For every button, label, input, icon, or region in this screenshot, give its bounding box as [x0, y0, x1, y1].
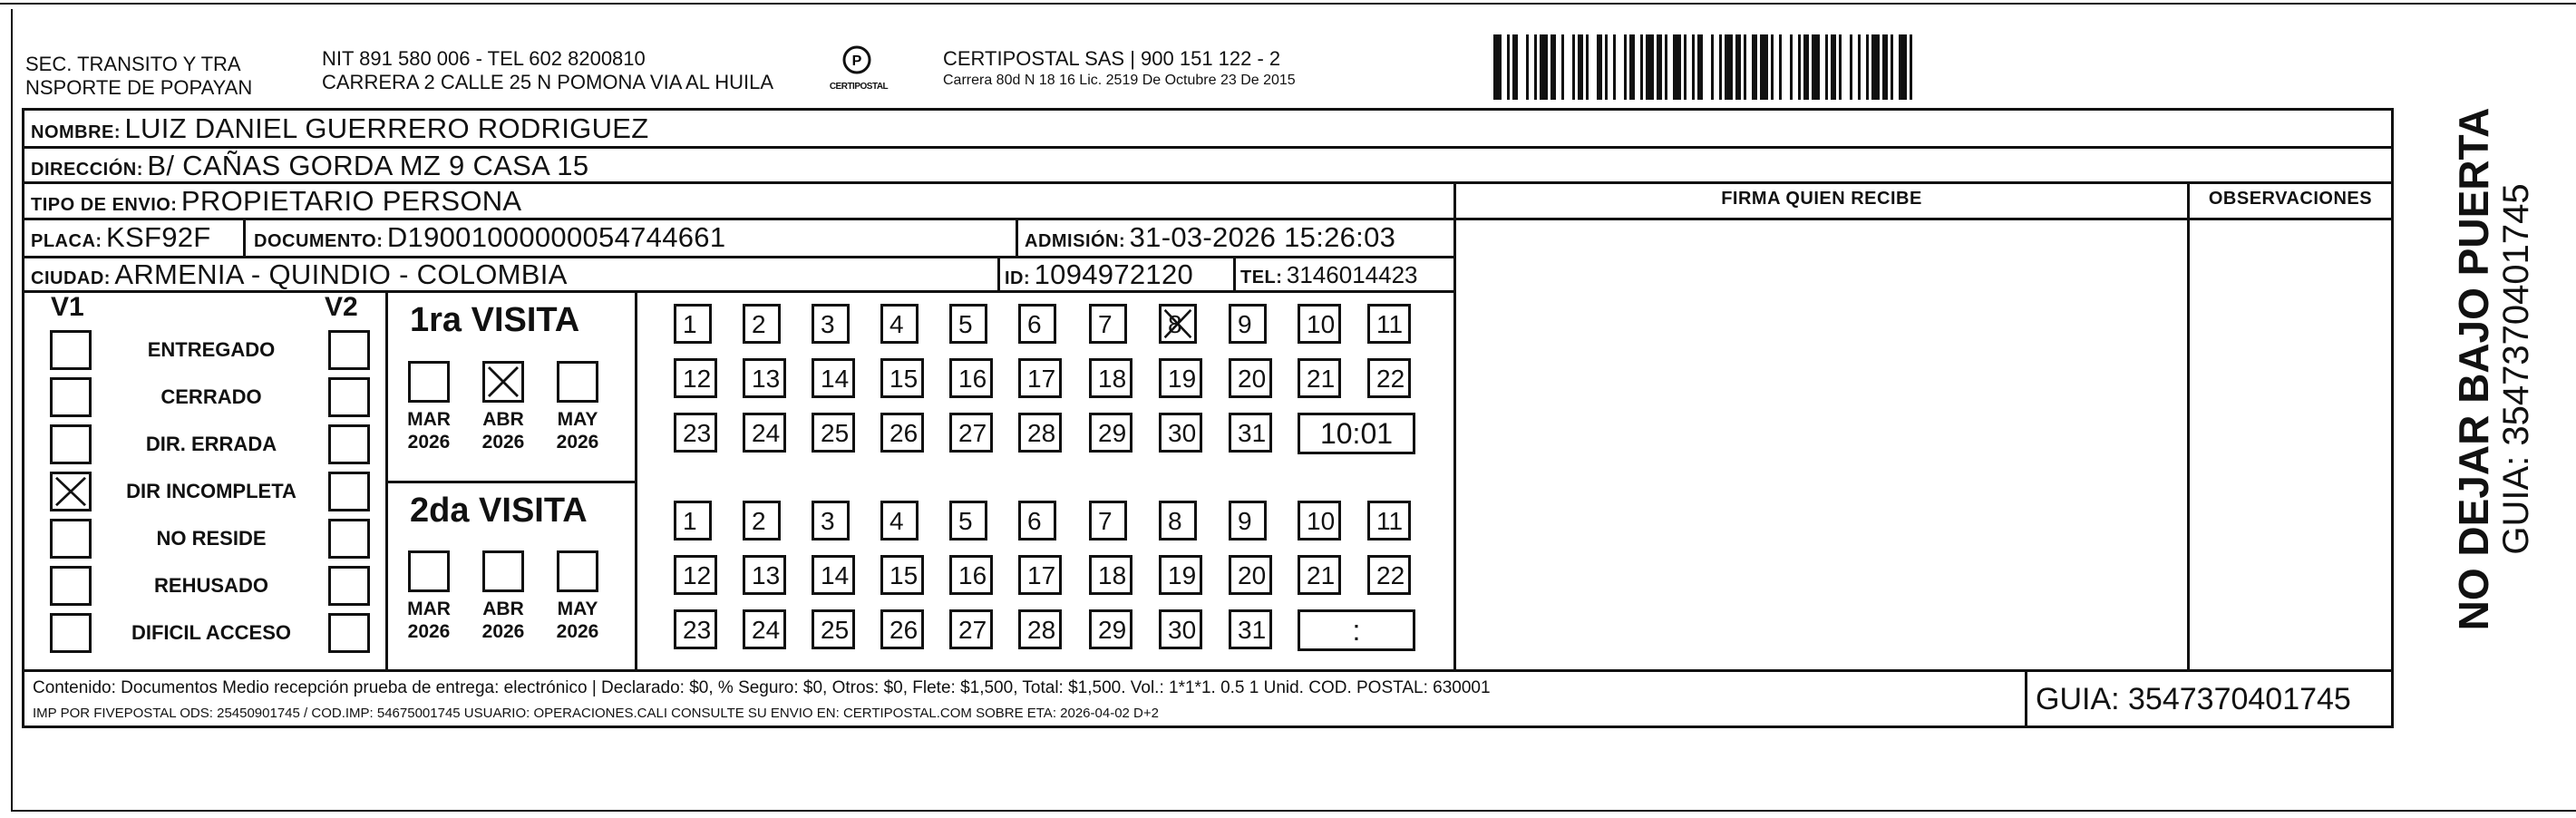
day-box[interactable]: [1018, 501, 1056, 540]
entity-line1: SEC. TRANSITO Y TRA: [25, 53, 241, 75]
day-box[interactable]: [1159, 304, 1197, 344]
day-number: 27: [958, 419, 987, 447]
month-year: 2026: [556, 432, 599, 453]
time-box[interactable]: 10:01: [1298, 413, 1415, 454]
day-number: 10: [1307, 310, 1336, 338]
day-box[interactable]: [812, 304, 850, 344]
day-box[interactable]: [1367, 501, 1411, 540]
license-line: Carrera 80d N 18 16 Lic. 2519 De Octubre 23 De 2015: [943, 73, 1296, 88]
day-box[interactable]: [1159, 358, 1202, 398]
name-row: [31, 112, 648, 145]
type-label: TIPO DE ENVIO:: [31, 195, 178, 215]
month-checkbox[interactable]: [408, 361, 450, 403]
day-box[interactable]: [1089, 501, 1127, 540]
day-box[interactable]: [949, 501, 987, 540]
day-box[interactable]: [1229, 501, 1267, 540]
day-number: 20: [1238, 365, 1267, 393]
day-number: 22: [1376, 561, 1405, 589]
day-box[interactable]: [1229, 304, 1267, 344]
day-number: 1: [683, 310, 697, 338]
day-number: 23: [683, 616, 712, 644]
barcode: [1492, 34, 2217, 100]
day-number: 13: [752, 561, 781, 589]
day-box[interactable]: [674, 358, 717, 398]
day-number: 19: [1168, 561, 1197, 589]
day-number: 15: [889, 365, 919, 393]
day-number: 28: [1027, 616, 1056, 644]
day-box[interactable]: [1159, 501, 1197, 540]
content-line: Contenido: Documentos Medio recepción prueba de entrega: electrónico | Declarado: $0, % Seguro: $0, Otros: $0, Flete: $1,500, Total: $1,500. Vol.: 1*1*1. 0.5 1 Unid. COD. POSTAL: 630001: [33, 678, 1491, 697]
day-number: 2: [752, 310, 766, 338]
month-checkbox[interactable]: [482, 550, 524, 592]
day-box[interactable]: [1089, 555, 1132, 595]
side-warning: NO DEJAR BAJO PUERTA: [2450, 107, 2497, 631]
v1-checkbox[interactable]: [50, 377, 92, 417]
day-box[interactable]: [1159, 555, 1202, 595]
v2-checkbox[interactable]: [328, 566, 370, 606]
day-number: 31: [1238, 419, 1267, 447]
address-row: [31, 150, 588, 182]
x-mark-icon: [53, 474, 89, 509]
day-number: 24: [752, 419, 781, 447]
city-cell: [31, 258, 568, 291]
svg-text:P: P: [851, 54, 862, 69]
type-row: [31, 185, 521, 218]
day-number: 13: [752, 365, 781, 393]
month-name: MAR: [407, 599, 451, 619]
address-label: DIRECCIÓN:: [31, 160, 143, 180]
day-number: 27: [958, 616, 987, 644]
day-number: 14: [821, 365, 850, 393]
day-box[interactable]: [1018, 358, 1062, 398]
day-box[interactable]: [812, 555, 855, 595]
day-number: 26: [889, 419, 919, 447]
company-info: [943, 47, 1451, 91]
day-number: 9: [1238, 507, 1252, 535]
document-cell: [254, 221, 725, 254]
tel-cell: [1240, 261, 1418, 289]
day-number: 2: [752, 507, 766, 535]
v1-label: V1: [51, 292, 84, 322]
x-mark-icon: [485, 364, 521, 400]
name-value: LUIZ DANIEL GUERRERO RODRIGUEZ: [124, 112, 649, 144]
day-box[interactable]: [1229, 609, 1272, 649]
day-box[interactable]: [812, 413, 855, 453]
footer-guia: GUIA: 3547370401745: [2036, 682, 2351, 716]
id-label: ID:: [1005, 268, 1031, 288]
day-box[interactable]: [743, 609, 786, 649]
day-number: 10: [1307, 507, 1336, 535]
day-box[interactable]: [880, 413, 924, 453]
day-box[interactable]: [743, 413, 786, 453]
entity-name: [25, 53, 316, 100]
month-checkbox[interactable]: [482, 361, 524, 403]
day-box[interactable]: [1367, 304, 1411, 344]
day-number: 17: [1027, 561, 1056, 589]
day-box[interactable]: [1089, 304, 1127, 344]
day-box[interactable]: [880, 358, 924, 398]
day-number: 12: [683, 561, 712, 589]
day-number: 30: [1168, 419, 1197, 447]
city-label: CIUDAD:: [31, 268, 111, 288]
status-label: ENTREGADO: [147, 338, 276, 361]
month-year: 2026: [407, 432, 451, 453]
v1-checkbox[interactable]: [50, 613, 92, 653]
entity-contact: [322, 47, 830, 94]
day-box[interactable]: [1089, 609, 1132, 649]
day-box[interactable]: [1018, 609, 1062, 649]
status-label: REHUSADO: [154, 574, 268, 597]
day-box[interactable]: [949, 304, 987, 344]
v2-checkbox[interactable]: [328, 377, 370, 417]
month-label: [476, 598, 530, 643]
day-box[interactable]: [743, 304, 781, 344]
day-box[interactable]: [1089, 413, 1132, 453]
document-label: DOCUMENTO:: [254, 231, 384, 251]
signature-column-header: FIRMA QUIEN RECIBE: [1721, 189, 1922, 209]
day-number: 19: [1168, 365, 1197, 393]
v1-checkbox[interactable]: [50, 566, 92, 606]
plate-value: KSF92F: [106, 221, 211, 253]
bottom-border: [11, 810, 2576, 812]
day-number: 5: [958, 310, 973, 338]
address-value: B/ CAÑAS GORDA MZ 9 CASA 15: [147, 150, 589, 181]
day-box[interactable]: [1159, 413, 1202, 453]
observations-column-header: OBSERVACIONES: [2208, 189, 2373, 209]
day-box[interactable]: [743, 358, 786, 398]
day-number: 28: [1027, 419, 1056, 447]
day-number: 22: [1376, 365, 1405, 393]
month-year: 2026: [556, 621, 599, 642]
v2-label: V2: [325, 292, 358, 322]
month-name: ABR: [482, 599, 524, 619]
status-label: DIR. ERRADA: [145, 433, 277, 455]
v2-checkbox[interactable]: [328, 613, 370, 653]
v1-checkbox[interactable]: [50, 330, 92, 370]
month-name: MAY: [557, 409, 598, 430]
day-number: 20: [1238, 561, 1267, 589]
day-number: 29: [1098, 419, 1127, 447]
imp-line: IMP POR FIVEPOSTAL ODS: 25450901745 / COD.IMP: 54675001745 USUARIO: OPERACIONES.CALI CONSULTE SU ENVIO EN: CERTIPOSTAL.COM SOBRE ETA: 2026-04-02 D+2: [33, 706, 1159, 721]
day-number: 5: [958, 507, 973, 535]
admission-cell: [1025, 221, 1395, 254]
day-box[interactable]: [1229, 413, 1272, 453]
tel-label: TEL:: [1240, 268, 1283, 287]
month-name: MAR: [407, 409, 451, 430]
month-label: [402, 598, 456, 643]
v2-checkbox[interactable]: [328, 519, 370, 559]
logo-text: CERTIPOSTAL: [829, 82, 889, 92]
first-visit-title: 1ra VISITA: [410, 301, 580, 339]
day-box[interactable]: [1229, 555, 1272, 595]
certipostal-logo: [816, 44, 898, 98]
status-label: DIFICIL ACCESO: [131, 621, 291, 644]
day-number: 4: [889, 507, 904, 535]
day-box[interactable]: [1159, 609, 1202, 649]
day-box[interactable]: [949, 555, 993, 595]
month-label: [402, 408, 456, 453]
day-box[interactable]: [880, 501, 919, 540]
day-number: 26: [889, 616, 919, 644]
day-number: 24: [752, 616, 781, 644]
company-line: CERTIPOSTAL SAS | 900 151 122 - 2: [943, 47, 1281, 70]
day-box[interactable]: [949, 358, 993, 398]
day-box[interactable]: [949, 413, 993, 453]
day-box[interactable]: [1298, 304, 1341, 344]
day-number: 16: [958, 365, 987, 393]
day-number: 7: [1098, 507, 1113, 535]
day-box[interactable]: [743, 555, 786, 595]
id-cell: [1005, 258, 1193, 291]
admission-label: ADMISIÓN:: [1025, 231, 1126, 251]
day-number: 23: [683, 419, 712, 447]
day-box[interactable]: [1229, 358, 1272, 398]
day-box[interactable]: [880, 304, 919, 344]
day-box[interactable]: [1367, 358, 1411, 398]
day-number: 16: [958, 561, 987, 589]
day-number: 21: [1307, 365, 1336, 393]
day-number: 8: [1168, 310, 1182, 338]
day-number: 18: [1098, 561, 1127, 589]
day-box[interactable]: [1298, 501, 1341, 540]
city-value: ARMENIA - QUINDIO - COLOMBIA: [114, 258, 568, 290]
v2-checkbox[interactable]: [328, 424, 370, 464]
type-value: PROPIETARIO PERSONA: [180, 185, 522, 217]
day-number: 29: [1098, 616, 1127, 644]
plate-cell: [31, 221, 211, 254]
id-value: 1094972120: [1034, 258, 1194, 290]
day-box[interactable]: [812, 609, 855, 649]
day-number: 14: [821, 561, 850, 589]
v1-checkbox[interactable]: [50, 424, 92, 464]
v1-checkbox[interactable]: [50, 519, 92, 559]
day-number: 31: [1238, 616, 1267, 644]
day-number: 15: [889, 561, 919, 589]
x-mark-icon: [1162, 307, 1194, 341]
day-box[interactable]: [743, 501, 781, 540]
address-line: CARRERA 2 CALLE 25 N POMONA VIA AL HUILA: [322, 71, 774, 93]
day-number: 12: [683, 365, 712, 393]
month-label: [550, 598, 605, 643]
day-box[interactable]: [1298, 555, 1341, 595]
day-box[interactable]: [812, 501, 850, 540]
day-box[interactable]: [1018, 555, 1062, 595]
day-number: 6: [1027, 507, 1042, 535]
tel-value: 3146014423: [1286, 261, 1418, 288]
month-checkbox[interactable]: [408, 550, 450, 592]
day-number: 11: [1376, 507, 1404, 535]
side-guia: GUIA: 3547370401745: [2496, 183, 2536, 555]
day-box[interactable]: [674, 501, 712, 540]
month-checkbox[interactable]: [557, 550, 598, 592]
name-label: NOMBRE:: [31, 122, 122, 142]
day-number: 9: [1238, 310, 1252, 338]
day-number: 25: [821, 616, 850, 644]
v2-checkbox[interactable]: [328, 330, 370, 370]
month-name: MAY: [557, 599, 598, 619]
day-number: 3: [821, 310, 835, 338]
day-number: 4: [889, 310, 904, 338]
status-label: NO RESIDE: [156, 527, 267, 550]
day-box[interactable]: [674, 304, 712, 344]
entity-line2: NSPORTE DE POPAYAN: [25, 76, 253, 99]
nit-line: NIT 891 580 006 - TEL 602 8200810: [322, 47, 646, 70]
day-number: 25: [821, 419, 850, 447]
day-box[interactable]: [674, 555, 717, 595]
month-label: [476, 408, 530, 453]
status-label: DIR INCOMPLETA: [126, 480, 296, 502]
month-year: 2026: [481, 621, 525, 642]
day-box[interactable]: [880, 609, 924, 649]
day-box[interactable]: [674, 413, 717, 453]
day-number: 3: [821, 507, 835, 535]
month-name: ABR: [482, 409, 524, 430]
admission-value: 31-03-2026 15:26:03: [1129, 221, 1396, 253]
month-checkbox[interactable]: [557, 361, 598, 403]
day-box[interactable]: [880, 555, 924, 595]
month-year: 2026: [481, 432, 525, 453]
day-number: 17: [1027, 365, 1056, 393]
left-border: [11, 9, 13, 812]
month-year: 2026: [407, 621, 451, 642]
day-number: 18: [1098, 365, 1127, 393]
day-box[interactable]: [1018, 304, 1056, 344]
day-box[interactable]: [1089, 358, 1132, 398]
day-box[interactable]: [1367, 555, 1411, 595]
day-number: 8: [1168, 507, 1182, 535]
day-box[interactable]: [949, 609, 993, 649]
v1-checkbox[interactable]: [50, 472, 92, 511]
document-value: D19001000000054744661: [386, 221, 726, 253]
time-box[interactable]: :: [1298, 609, 1415, 651]
day-number: 30: [1168, 616, 1197, 644]
month-label: [550, 408, 605, 453]
plate-label: PLACA:: [31, 231, 102, 251]
second-visit-title: 2da VISITA: [410, 492, 588, 530]
v2-checkbox[interactable]: [328, 472, 370, 511]
day-box[interactable]: [1018, 413, 1062, 453]
day-box[interactable]: [812, 358, 855, 398]
day-box[interactable]: [674, 609, 717, 649]
day-number: 1: [683, 507, 697, 535]
top-border: [0, 3, 2576, 5]
day-number: 7: [1098, 310, 1113, 338]
day-number: 6: [1027, 310, 1042, 338]
day-number: 11: [1376, 310, 1404, 338]
status-label: CERRADO: [160, 385, 262, 408]
day-number: 21: [1307, 561, 1336, 589]
day-box[interactable]: [1298, 358, 1341, 398]
